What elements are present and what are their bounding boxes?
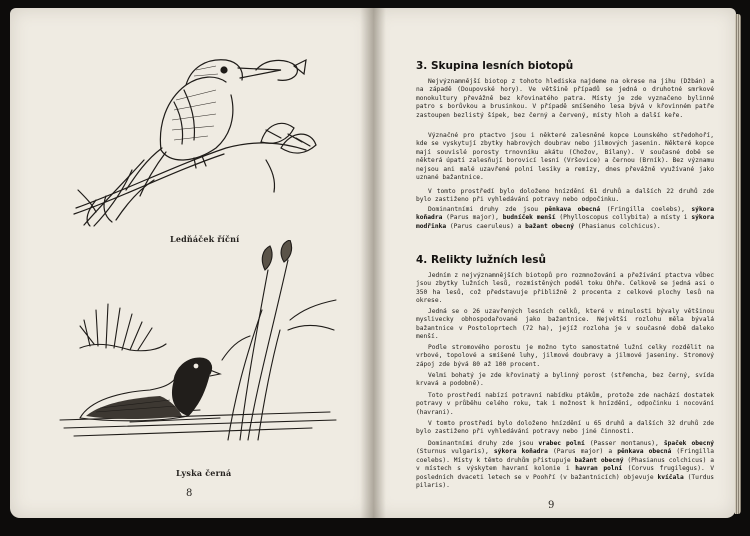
section-3-p4-text: (Parus caeruleus) a (446, 222, 526, 230)
left-page (10, 8, 372, 518)
section-3-p4-text: (Fringilla coelebs), (600, 206, 692, 213)
page-number-left: 8 (186, 488, 193, 499)
section-4-p7-text: (Phasianus colchicus) a v místech s výskytem havraní kolonie i (416, 456, 715, 473)
section-3-paragraph-3: V tomto prostředí bylo doloženo hnízdění 61 druhů a dalších 22 druhů zde bylo zastiženo při vyhledávání potravy nebo odpočinku. (416, 188, 714, 204)
section-4-paragraph-7 (416, 440, 714, 491)
section-4-p7-species-name: havran polní (575, 465, 623, 473)
section-4-p7-species-name: kvíčala (657, 473, 684, 481)
page-number-right: 9 (548, 500, 555, 511)
page-edges (735, 14, 741, 514)
section-4-p7-species-name: sýkora koňadra (493, 448, 548, 456)
section-3-p4-text: (Phasianus colchicus). (574, 222, 661, 230)
section-4-p7-text: (Corvus frugilegus). V posledních dvaceti letech se v Poohří (v bažantnicích) objevuje (416, 465, 715, 481)
section-4-paragraph-2: Jedná se o 26 uzavřených lesních celků, které v minulosti bývaly většinou myslivecky obhospodařované jako bažantnice. Největší rozlohu měla bývalá bažantnice v Postoloprtech (72 ha), jejíž rozloha je v současné době daleko menší. (416, 308, 714, 341)
right-page (372, 8, 736, 518)
section-4-paragraph-3: Podle stromového porostu je možno tyto samostatné lužní celky rozdělit na vrbové, topolové a smíšené luhy, jilmové doubravy a jilmové jaseniny. Stromový zápoj zde bývá 80 až 100 procent. (416, 344, 714, 368)
section-3-p4-species-name: sýkora koňadra (416, 206, 714, 222)
section-3-paragraph-2: Význačné pro ptactvo jsou i některé zalesněné kopce Lounského středohoří, kde se vyskytují zbytky habrových doubrav nebo jilmových jasenin. Některé kopce mají souvislé porosty trnovníku akátu (Chožov, Bílany). V současné době se některá úpatí zalesňují borovicí lesní (Vršovice) a černou (Brník). Bez významu nejsou ani malé uzavřené polní lesíky a remízy, dnes převážně využívané jako uznané bažantnice. (416, 132, 714, 182)
section-4-p7-species-name: bažant obecný (574, 456, 624, 464)
section-3-p4-species-name: budníček menší (502, 214, 556, 222)
section-3-p4-species-name: sýkora modřinka (416, 214, 714, 230)
kingfisher-illustration (66, 30, 326, 230)
section-3-paragraph-1: Nejvýznamnější biotop z tohoto hlediska najdeme na okrese na jihu (Džbán) a na západě (Doupovské hory). Ve většině případů se jedná o druhotné smrkové monokultury převážně bez křovinatého patra. Místy je zde vyznačeno bylinné patro s borůvkou a brusinkou. V případě smíšeného lesa bývá v křovinném patře zastoupen bezlistý šípek, bez černý a červený, místy hloh a další keře. (416, 78, 714, 119)
section-4-paragraph-1: Jedním z nejvýznamnějších biotopů pro rozmnožování a přežívání ptactva vůbec jsou zbytky lužních lesů, rozmístěných podél toku Ohře. Celkově se jedná asi o 350 ha lesů, což představuje přibližně 2 procenta z celkové plochy lesů na okrese. (416, 272, 714, 305)
section-4-p7-text: (Parus major) a (547, 448, 618, 456)
caption-kingfisher: Ledňáček říční (170, 234, 240, 244)
section-3-p4-text: (Phylloscopus collybita) a místy i (555, 214, 692, 222)
section-3-paragraph-4 (416, 206, 714, 231)
section-4-p7-text: Dominantními druhy zde jsou (428, 440, 539, 447)
section-4-p7-text: (Sturnus vulgaris), (416, 448, 494, 456)
section-4-paragraph-4: Velmi bohatý je zde křovinatý a bylinný porost (střemcha, bez černý, svída krvavá a podobně). (416, 372, 714, 388)
section-4-p7-species-name: pěnkava obecná (617, 448, 672, 456)
section-3-p4-species-name: pěnkava obecná (544, 206, 601, 213)
section-3-heading: 3. Skupina lesních biotopů (416, 60, 574, 72)
coot-illustration (50, 240, 340, 455)
section-3-p4-text: (Parus major), (442, 214, 503, 222)
section-4-p7-species-name: špaček obecný (663, 440, 715, 447)
section-4-p7-text: (Fringilla coelebs). Místy k těmto druhům přistupuje (416, 448, 714, 464)
section-4-paragraph-5: Toto prostředí nabízí potravní nabídku ptákům, protože zde nachází dostatek potravy v průběhu celého roku, tak i možnost k hnízdění, odpočinku i nocování (havrani). (416, 392, 714, 416)
section-4-p7-text: (Turdus pilaris). (416, 473, 714, 490)
section-4-p7-text: (Passer montanus), (584, 440, 664, 447)
section-3-p4-text: Dominantními druhy zde jsou (428, 206, 545, 213)
section-4-p7-species-name: vrabec polní (538, 440, 585, 447)
caption-coot: Lyska černá (176, 468, 232, 478)
section-3-p4-species-name: bažant obecný (525, 222, 575, 230)
section-4-paragraph-6: V tomto prostředí bylo doloženo hnízdění u 65 druhů a dalších 32 druhů zde bylo zastiženo při vyhledávání potravy nebo jiné činnosti. (416, 420, 714, 436)
section-4-heading: 4. Relikty lužních lesů (416, 254, 546, 266)
